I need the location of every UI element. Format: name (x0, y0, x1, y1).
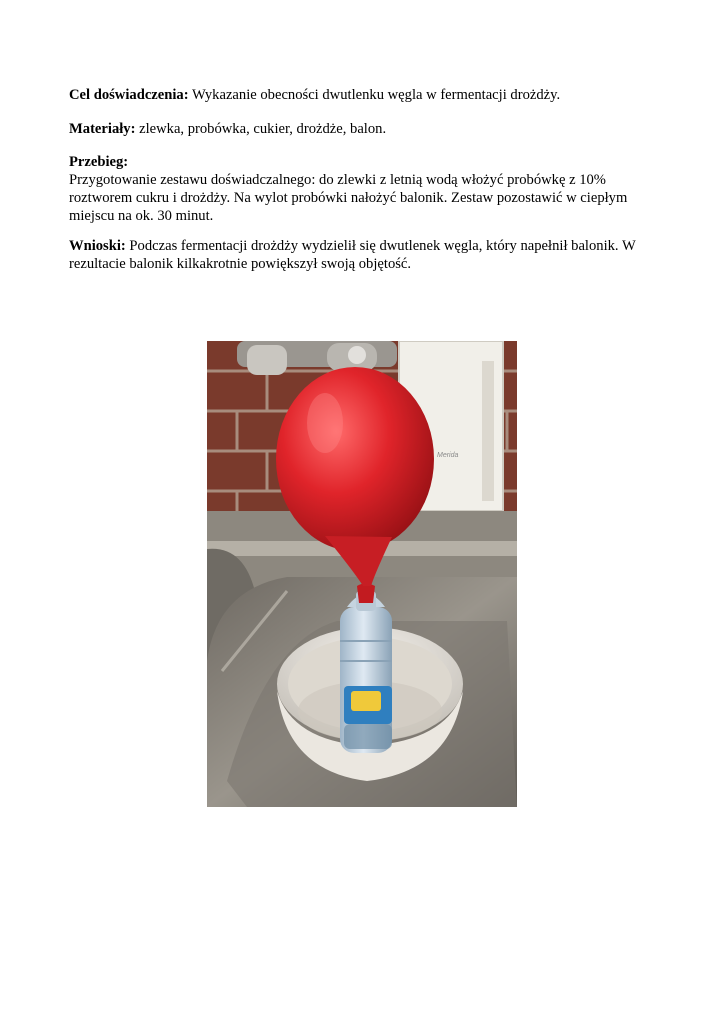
bottle (340, 591, 392, 753)
conclusions-line-1: Podczas fermentacji drożdży wydzielił się dwutlenek węgla, który napełnił balonik. W (125, 238, 636, 254)
conclusions-paragraph (69, 237, 659, 273)
materials-text: zlewka, probówka, cukier, drożdże, balon. (135, 121, 387, 137)
conclusions-label: Wnioski: (69, 238, 126, 254)
aim-text: Wykazanie obecności dwutlenku węgla w fermentacji drożdży. (188, 87, 561, 103)
conclusions-line-2: rezultacie balonik kilkakrotnie powiększył swoją objętość. (69, 256, 412, 272)
experiment-photo (207, 341, 517, 807)
procedure-label: Przebieg: (69, 154, 129, 170)
materials-paragraph (69, 120, 659, 138)
aim-label: Cel doświadczenia: (69, 87, 189, 103)
dispenser-brand-text: Merida (437, 452, 459, 459)
balloon-body (276, 367, 434, 551)
procedure-line-3: miejscu na ok. 30 minut. (69, 208, 214, 224)
procedure-line-1: Przygotowanie zestawu doświadczalnego: do zlewki z letnią wodą włożyć probówkę z 10% (69, 172, 606, 188)
aim-paragraph (69, 86, 659, 104)
procedure-line-2: roztworem cukru i drożdży. Na wylot probówki nałożyć balonik. Zestaw pozostawić w ciepłym (69, 190, 628, 206)
procedure-paragraph (69, 153, 659, 225)
materials-label: Materiały: (69, 121, 136, 137)
